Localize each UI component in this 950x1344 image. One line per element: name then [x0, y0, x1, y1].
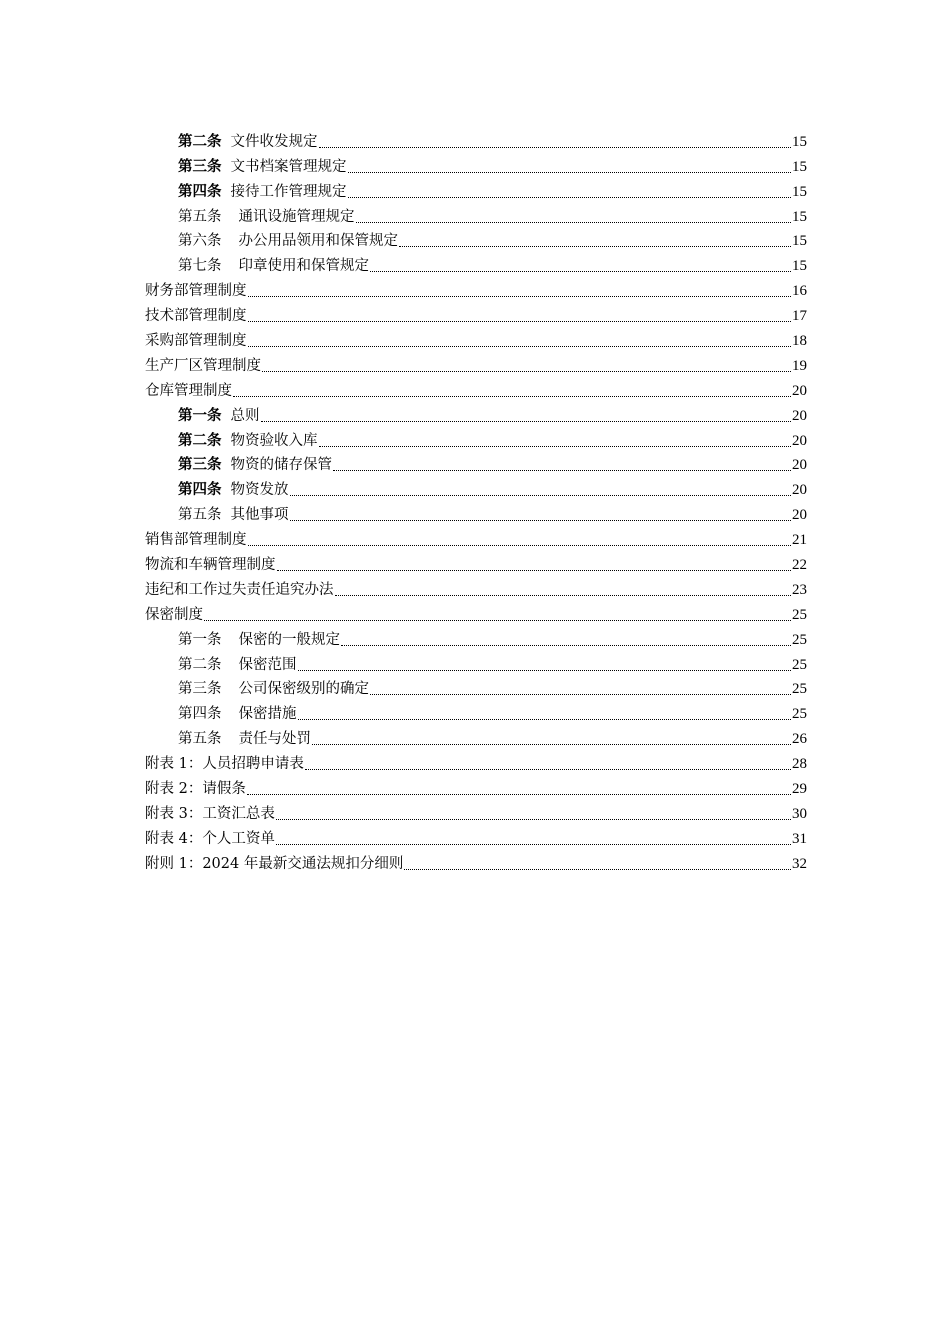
toc-article-number: 第五条: [178, 208, 222, 225]
toc-entry-title: [145, 581, 334, 599]
toc-entry-title: [145, 531, 247, 549]
toc-article-number: 第五条: [178, 731, 222, 748]
toc-entry[interactable]: [145, 773, 807, 798]
toc-entry-text: 生产厂区管理制度: [145, 357, 261, 374]
toc-entry[interactable]: [145, 300, 807, 325]
toc-entry[interactable]: [145, 350, 807, 375]
dot-leader: [262, 370, 791, 372]
toc-entry-title: [145, 755, 304, 773]
toc-entry-title: [178, 705, 297, 723]
toc-entry-title: [178, 456, 332, 474]
toc-entry-text: 物资发放: [230, 482, 289, 499]
toc-page-number: 20: [792, 407, 807, 424]
toc-entry[interactable]: [145, 549, 807, 574]
toc-page-number: 15: [792, 183, 807, 200]
toc-page-number: 17: [792, 308, 807, 325]
toc-entry[interactable]: [145, 823, 807, 848]
toc-entry-text: 文书档案管理规定: [230, 158, 347, 175]
toc-article-number: 第四条: [178, 182, 222, 200]
dot-leader: [370, 693, 791, 695]
dot-leader: [370, 270, 791, 272]
toc-page-number: 28: [792, 756, 807, 773]
toc-entry-text: 责任与处罚: [238, 731, 311, 748]
toc-entry-text: 印章使用和保管规定: [238, 258, 369, 275]
toc-entry-title: [178, 432, 318, 450]
toc-entry-text: 公司保密级别的确定: [238, 681, 369, 698]
toc-entry-title: [178, 183, 347, 201]
toc-entry-title: [145, 855, 403, 873]
toc-entry-title: [178, 506, 289, 524]
toc-entry-title: [145, 780, 246, 798]
toc-page-number: 25: [792, 706, 807, 723]
toc-entry[interactable]: [145, 226, 807, 251]
dot-leader: [356, 221, 792, 223]
toc-entry-text: 财务部管理制度: [145, 283, 247, 300]
dot-leader: [335, 594, 792, 596]
toc-entry-title: [145, 282, 247, 300]
toc-page-number: 15: [792, 158, 807, 175]
toc-page-number: 20: [792, 457, 807, 474]
toc-entry[interactable]: [145, 325, 807, 350]
toc-entry-text: 违纪和工作过失责任追究办法: [145, 581, 334, 598]
toc-entry[interactable]: [145, 400, 807, 425]
toc-entry[interactable]: [145, 649, 807, 674]
toc-entry[interactable]: [145, 574, 807, 599]
toc-entry[interactable]: [145, 250, 807, 275]
toc-entry-title: [145, 382, 232, 400]
toc-page-number: 23: [792, 581, 807, 598]
dot-leader: [399, 245, 791, 247]
toc-entry-text: 办公用品领用和保管规定: [238, 233, 398, 250]
toc-page-number: 20: [792, 482, 807, 499]
toc-entry[interactable]: [145, 474, 807, 499]
toc-entry[interactable]: [145, 748, 807, 773]
toc-entry-title: [178, 133, 318, 151]
toc-page-number: 30: [792, 805, 807, 822]
toc-article-number: 第七条: [178, 258, 222, 275]
toc-entry-title: [178, 158, 347, 176]
toc-entry[interactable]: [145, 624, 807, 649]
toc-page-number: 29: [792, 781, 807, 798]
toc-page-number: 25: [792, 681, 807, 698]
toc-entry-text: 保密制度: [145, 606, 203, 623]
toc-entry-text: 总则: [230, 407, 260, 424]
toc-entry-text: 销售部管理制度: [145, 532, 247, 549]
toc-entry-title: [145, 556, 276, 574]
dot-leader: [348, 196, 792, 198]
toc-entry-title: [145, 307, 247, 325]
dot-leader: [319, 146, 792, 148]
dot-leader: [290, 519, 792, 521]
toc-entry-text: 其他事项: [230, 507, 289, 524]
toc-page-number: 22: [792, 557, 807, 574]
toc-entry[interactable]: [145, 201, 807, 226]
dot-leader: [204, 619, 791, 621]
toc-entry-text: 附表 4：个人工资单: [145, 830, 275, 847]
toc-page-number: 31: [792, 830, 807, 847]
toc-entry-text: 附表 2：请假条: [145, 781, 246, 798]
toc-article-number: 第三条: [178, 681, 222, 698]
dot-leader: [404, 868, 791, 870]
toc-article-number: 第三条: [178, 456, 222, 474]
toc-page-number: 25: [792, 631, 807, 648]
dot-leader: [248, 295, 792, 297]
toc-entry[interactable]: [145, 499, 807, 524]
toc-entry-title: [178, 631, 340, 649]
toc-entry-title: [145, 805, 275, 823]
toc-entry-title: [145, 830, 275, 848]
toc-article-number: 第四条: [178, 706, 222, 723]
dot-leader: [277, 569, 792, 571]
toc-entry-text: 附表 3：工资汇总表: [145, 805, 275, 822]
toc-entry-title: [178, 208, 355, 226]
toc-article-number: 第四条: [178, 481, 222, 499]
toc-page-number: 19: [792, 357, 807, 374]
toc-entry-title: [178, 257, 369, 275]
dot-leader: [290, 494, 792, 496]
toc-page-number: 21: [792, 532, 807, 549]
toc-entry[interactable]: [145, 524, 807, 549]
dot-leader: [276, 818, 791, 820]
toc-page-number: 20: [792, 507, 807, 524]
toc-entry-text: 附表 1：人员招聘申请表: [145, 756, 304, 773]
toc-entry-text: 仓库管理制度: [145, 382, 232, 399]
toc-entry-text: 保密的一般规定: [238, 631, 340, 648]
toc-article-number: 第二条: [178, 431, 222, 449]
toc-entry-text: 附则 1：2024 年最新交通法规扣分细则: [145, 855, 404, 872]
dot-leader: [233, 395, 791, 397]
toc-entry-text: 文件收发规定: [230, 133, 318, 150]
toc-entry[interactable]: [145, 674, 807, 699]
dot-leader: [248, 345, 792, 347]
dot-leader: [319, 445, 792, 447]
dot-leader: [298, 669, 792, 671]
toc-page-number: 15: [792, 233, 807, 250]
toc-page-number: 16: [792, 283, 807, 300]
toc-entry[interactable]: [145, 698, 807, 723]
toc-page-number: 15: [792, 133, 807, 150]
dot-leader: [276, 843, 791, 845]
dot-leader: [333, 469, 791, 471]
dot-leader: [348, 171, 792, 173]
toc-entry[interactable]: [145, 723, 807, 748]
dot-leader: [298, 718, 792, 720]
toc-page-number: 20: [792, 432, 807, 449]
toc-entry[interactable]: [145, 176, 807, 201]
dot-leader: [341, 644, 791, 646]
toc-page-number: 25: [792, 656, 807, 673]
toc-entry[interactable]: [145, 126, 807, 151]
dot-leader: [312, 743, 791, 745]
toc-entry-text: 技术部管理制度: [145, 308, 247, 325]
toc-entry-text: 物流和车辆管理制度: [145, 557, 276, 574]
toc-entry-title: [178, 680, 369, 698]
toc-entry-title: [145, 332, 247, 350]
toc-page-number: 32: [792, 855, 807, 872]
toc-entry-text: 物资验收入库: [230, 432, 318, 449]
toc-article-number: 第二条: [178, 132, 222, 150]
toc-entry-text: 保密措施: [238, 706, 297, 723]
toc-entry[interactable]: [145, 275, 807, 300]
toc-entry[interactable]: [145, 798, 807, 823]
toc-page-number: 20: [792, 382, 807, 399]
toc-entry-title: [145, 606, 203, 624]
dot-leader: [261, 420, 792, 422]
toc-entry[interactable]: [145, 425, 807, 450]
toc-article-number: 第一条: [178, 406, 222, 424]
toc-entry-text: 采购部管理制度: [145, 333, 247, 350]
toc-article-number: 第三条: [178, 157, 222, 175]
dot-leader: [305, 768, 791, 770]
toc-entry-title: [178, 481, 289, 499]
toc-entry[interactable]: [145, 375, 807, 400]
toc-article-number: 第六条: [178, 233, 222, 250]
toc-entry[interactable]: [145, 599, 807, 624]
toc-page-number: 25: [792, 606, 807, 623]
toc-article-number: 第二条: [178, 656, 222, 673]
toc-entry[interactable]: [145, 151, 807, 176]
toc-entry[interactable]: [145, 848, 807, 873]
toc-entry-text: 接待工作管理规定: [230, 183, 347, 200]
toc-entry-text: 物资的储存保管: [230, 457, 332, 474]
dot-leader: [248, 544, 792, 546]
dot-leader: [248, 320, 792, 322]
toc-page-number: 15: [792, 208, 807, 225]
table-of-contents: [145, 126, 807, 873]
toc-entry-title: [178, 232, 398, 250]
toc-article-number: 第一条: [178, 631, 222, 648]
toc-entry-title: [178, 407, 260, 425]
toc-page-number: 26: [792, 731, 807, 748]
toc-entry-title: [145, 357, 261, 375]
toc-entry-text: 保密范围: [238, 656, 297, 673]
toc-entry-title: [178, 730, 311, 748]
dot-leader: [247, 793, 791, 795]
toc-entry-text: 通讯设施管理规定: [238, 208, 355, 225]
toc-page-number: 18: [792, 333, 807, 350]
toc-entry[interactable]: [145, 450, 807, 475]
toc-page-number: 15: [792, 258, 807, 275]
toc-entry-title: [178, 656, 297, 674]
toc-article-number: 第五条: [178, 507, 222, 524]
